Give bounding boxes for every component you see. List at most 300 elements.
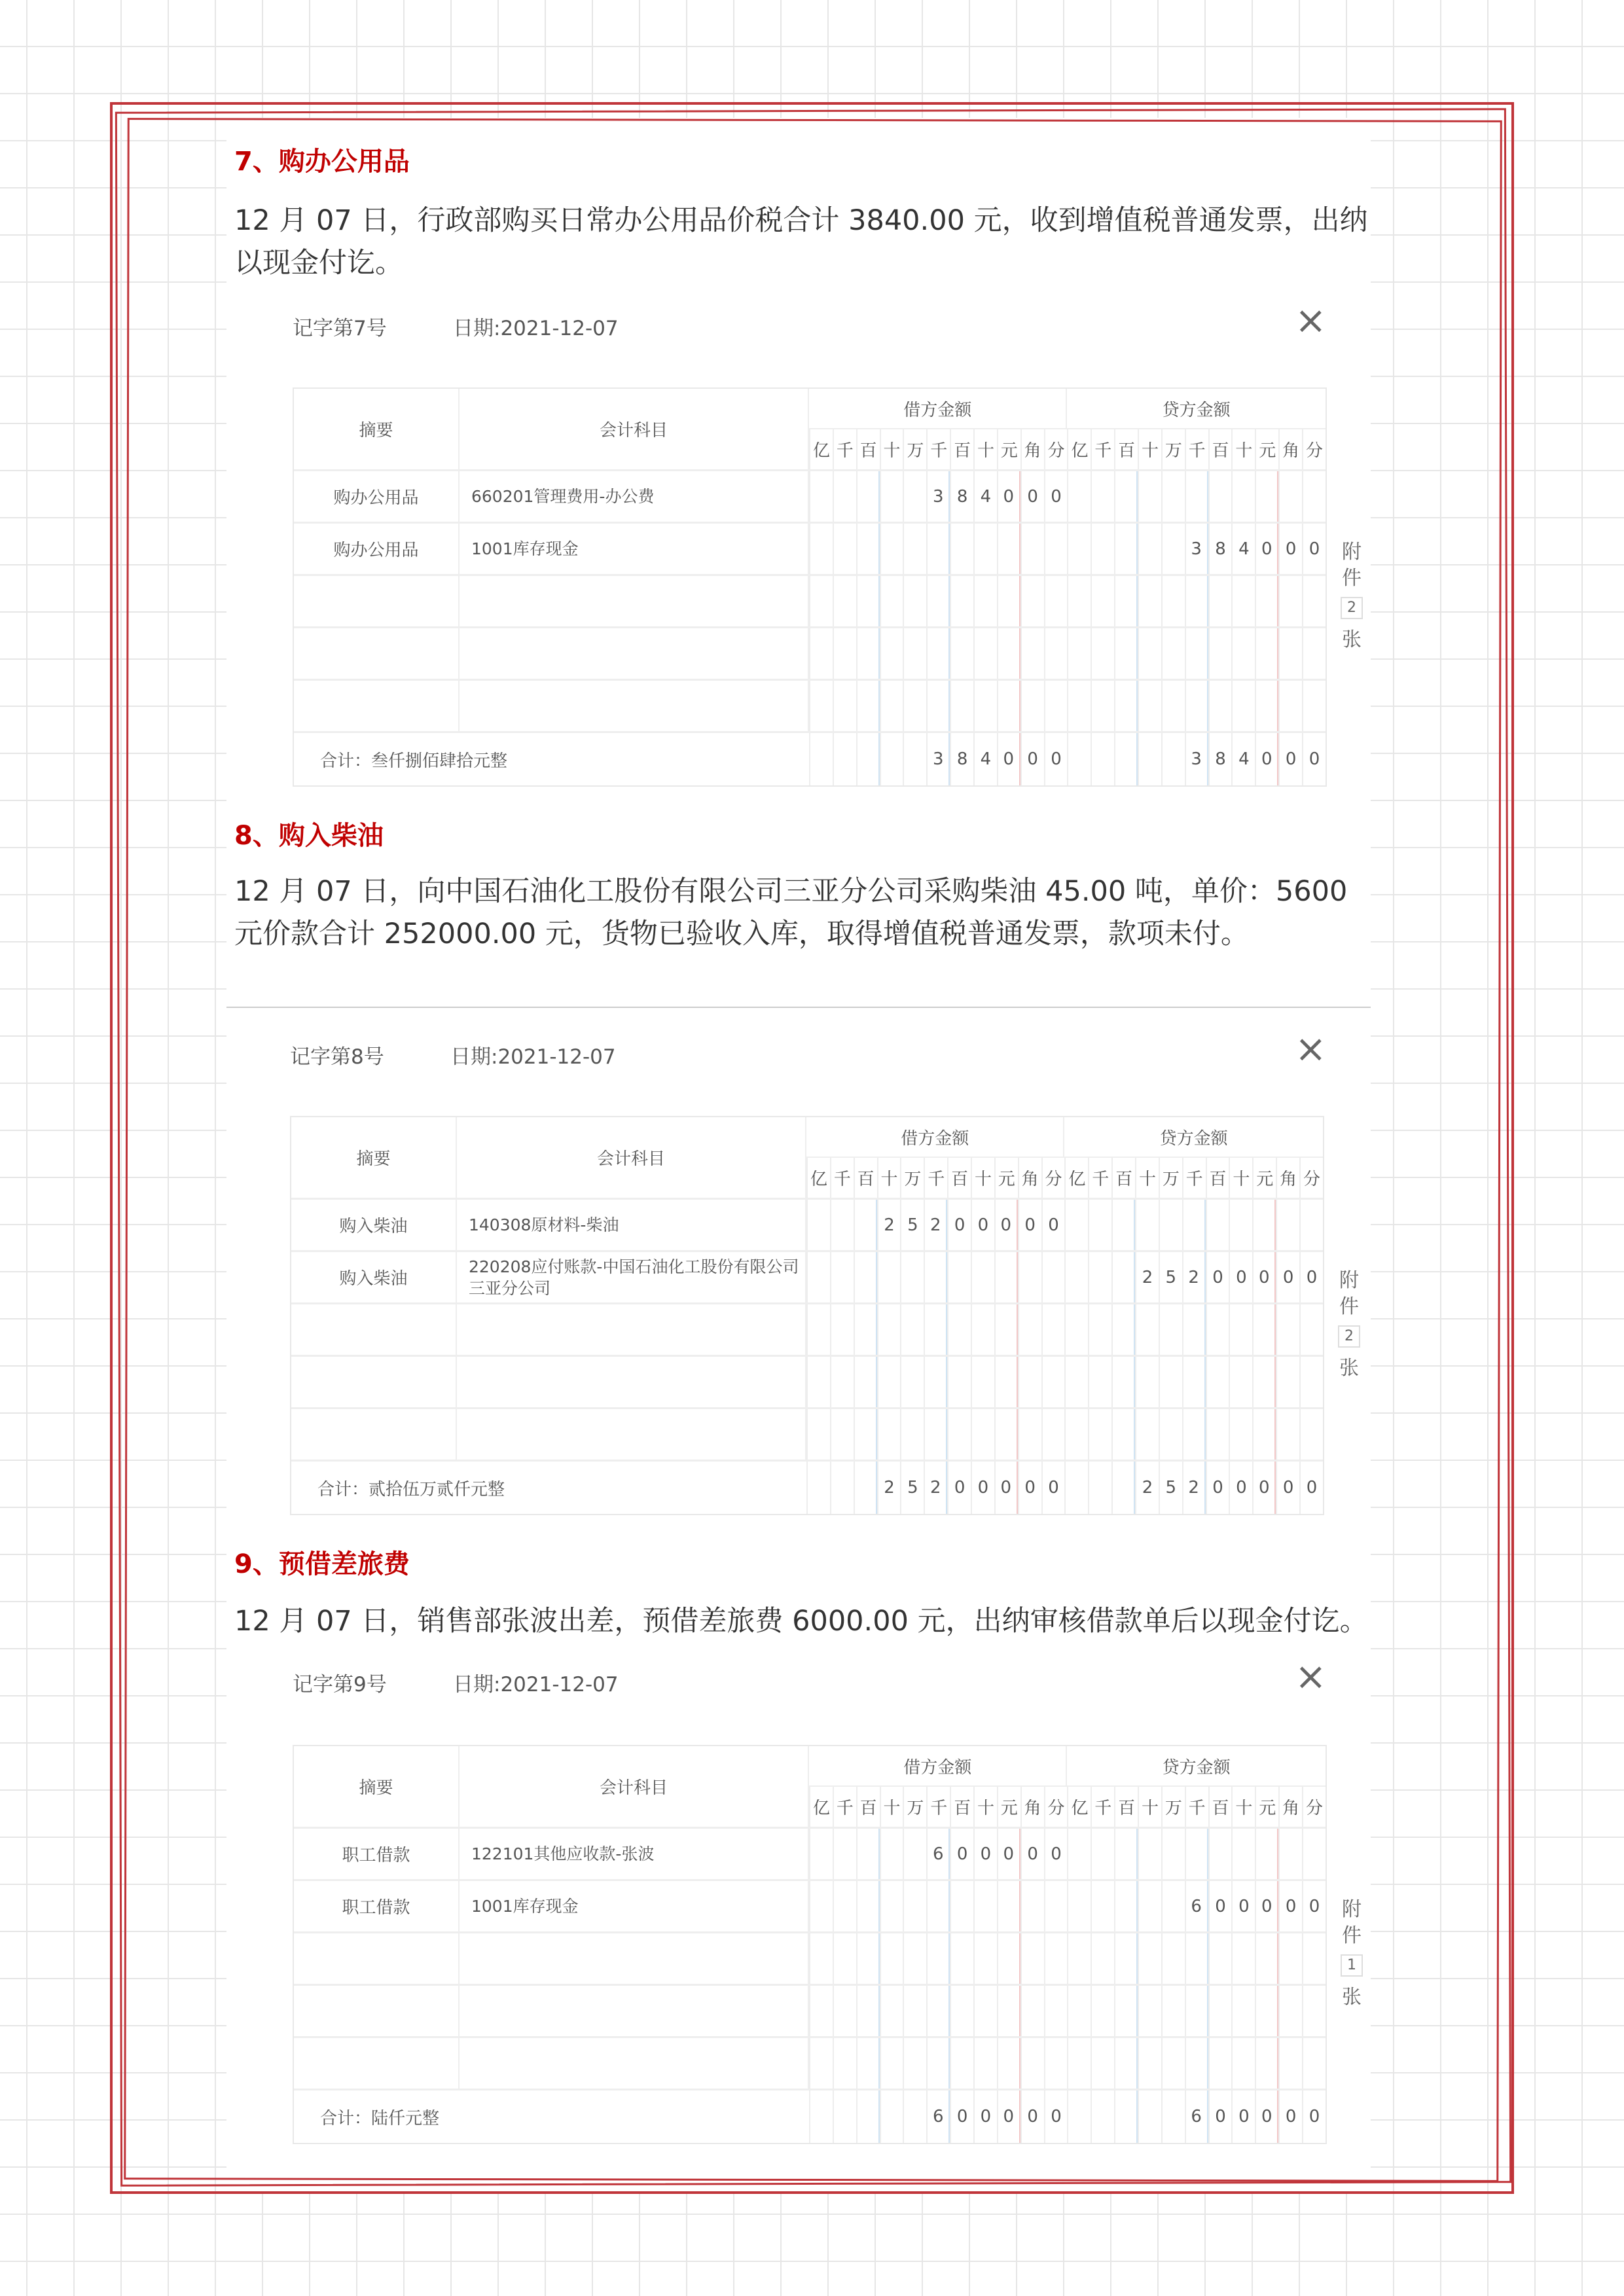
digit-cell: [950, 524, 973, 574]
digit-cell: [856, 576, 880, 626]
digit-cell: [856, 628, 880, 679]
digit-cell: 0: [1206, 1252, 1229, 1302]
digit-cell: [1114, 2090, 1138, 2143]
digit-cell: [856, 1986, 880, 2036]
digit-cell: [1208, 1986, 1232, 2036]
digit-cell: [926, 2038, 950, 2089]
digit-cell: 4: [1231, 524, 1255, 574]
digit-cell: [809, 681, 833, 731]
digit-cell: 0: [1276, 1252, 1299, 1302]
attachment-label: 张: [1339, 1357, 1359, 1380]
digit-cell: [1255, 576, 1278, 626]
summary-cell: [294, 1986, 460, 2036]
digit-cell: [997, 628, 1020, 679]
unit-label: 分: [1044, 429, 1068, 469]
attachment-label: 附: [1342, 1898, 1362, 1921]
digit-cell: [1041, 1409, 1065, 1460]
total-row: [294, 2090, 1326, 2143]
digit-cell: 0: [1276, 1462, 1299, 1514]
unit-label: 百: [950, 1787, 973, 1827]
digit-cell: [880, 2090, 903, 2143]
digit-cell: [1067, 681, 1091, 731]
digit-cell: 0: [1020, 2090, 1044, 2143]
digit-cell: [1091, 471, 1114, 522]
digit-cell: [1091, 2090, 1114, 2143]
summary-cell: 购办公用品: [294, 471, 460, 522]
digit-cell: [1044, 628, 1068, 679]
table-row: [291, 1304, 1323, 1357]
digit-cell: [1161, 2038, 1185, 2089]
digit-cell: [833, 2090, 856, 2143]
digit-cell: [1044, 2038, 1068, 2089]
digit-cell: 0: [1044, 733, 1068, 785]
digit-cell: [1114, 1881, 1138, 1931]
digit-cell: 5: [900, 1200, 924, 1250]
attachment-label: 件: [1342, 567, 1362, 590]
table-row: [291, 1200, 1323, 1252]
digit-cell: [903, 681, 926, 731]
digit-cell: [880, 1881, 903, 1931]
digit-cell: [1299, 1357, 1323, 1407]
unit-label: 十: [973, 429, 997, 469]
close-icon[interactable]: ×: [1295, 1654, 1327, 1698]
digit-cell: [854, 1462, 877, 1514]
unit-label: 角: [1278, 1787, 1302, 1827]
digit-cell: [830, 1200, 854, 1250]
digit-cell: [806, 1200, 830, 1250]
digit-cell: [1231, 628, 1255, 679]
table-header: [291, 1117, 1323, 1200]
digit-cell: [1088, 1252, 1111, 1302]
digit-cell: [1135, 1357, 1159, 1407]
digit-cell: [900, 1357, 924, 1407]
digit-cell: [1229, 1409, 1252, 1460]
digit-cell: [1091, 1986, 1114, 2036]
close-icon[interactable]: ×: [1295, 1026, 1327, 1071]
digit-cell: 0: [997, 471, 1020, 522]
digit-cell: [1208, 2038, 1232, 2089]
digit-cell: [950, 681, 973, 731]
digit-cell: [1020, 524, 1044, 574]
account-cell: [457, 1357, 806, 1407]
digit-cell: [1255, 628, 1278, 679]
table-row: [294, 576, 1326, 628]
digit-cell: [1161, 2090, 1185, 2143]
digit-cell: [1044, 681, 1068, 731]
digit-cell: 3: [926, 471, 950, 522]
digit-cell: [1299, 1304, 1323, 1355]
digit-cell: [1299, 1200, 1323, 1250]
summary-cell: [294, 1933, 460, 1984]
unit-label: 百: [854, 1158, 877, 1198]
digit-cell: [903, 1986, 926, 2036]
digit-cell: 5: [1159, 1252, 1182, 1302]
digit-cell: [1302, 628, 1326, 679]
table-row: [294, 2038, 1326, 2090]
digit-cell: 0: [971, 1200, 994, 1250]
close-icon[interactable]: ×: [1295, 298, 1327, 342]
unit-label: 亿: [809, 429, 833, 469]
digit-cell: [1138, 2090, 1161, 2143]
digit-cell: [926, 1881, 950, 1931]
digit-cell: [903, 2038, 926, 2089]
digit-cell: [903, 471, 926, 522]
digit-cell: [1185, 2038, 1208, 2089]
digit-cell: [1276, 1357, 1299, 1407]
digit-cell: [1111, 1462, 1135, 1514]
digit-cell: [854, 1409, 877, 1460]
digit-cell: [1278, 2038, 1302, 2089]
digit-cell: [833, 576, 856, 626]
digit-cell: [1299, 1409, 1323, 1460]
digit-cell: [973, 1933, 997, 1984]
digit-cell: [1231, 2038, 1255, 2089]
digit-cell: [1185, 576, 1208, 626]
digit-cell: 0: [1044, 471, 1068, 522]
digit-cell: 8: [1208, 733, 1232, 785]
header-account: 会计科目: [460, 389, 809, 469]
unit-label: 十: [880, 1787, 903, 1827]
section-description: 12 月 07 日，销售部张波出差，预借差旅费 6000.00 元，出纳审核借款单后以现金付讫。: [234, 1605, 1368, 1638]
digit-cell: [1067, 733, 1091, 785]
summary-cell: [294, 681, 460, 731]
table-row: [294, 524, 1326, 576]
unit-label: 元: [1252, 1158, 1276, 1198]
divider: [226, 1007, 1371, 1008]
digit-cell: [856, 1933, 880, 1984]
digit-cell: [877, 1409, 901, 1460]
unit-label: 角: [1020, 429, 1044, 469]
digit-cell: [1159, 1304, 1182, 1355]
unit-label: 百: [947, 1158, 971, 1198]
digit-cell: [854, 1357, 877, 1407]
digit-cell: 0: [1302, 2090, 1326, 2143]
digit-cell: 8: [950, 733, 973, 785]
table-row: [294, 471, 1326, 524]
digit-cell: [1111, 1304, 1135, 1355]
digit-cell: [809, 2038, 833, 2089]
digit-cell: [1114, 733, 1138, 785]
digit-cell: 0: [1018, 1462, 1041, 1514]
header-summary: 摘要: [294, 389, 460, 469]
attachment-label: 附: [1339, 1269, 1359, 1292]
digit-cell: [1088, 1409, 1111, 1460]
header-account: 会计科目: [460, 1746, 809, 1827]
unit-label: 元: [1255, 429, 1278, 469]
digit-cell: 0: [1041, 1200, 1065, 1250]
digit-cell: 2: [924, 1200, 947, 1250]
digit-cell: [1159, 1357, 1182, 1407]
digit-cell: 3: [926, 733, 950, 785]
digit-cell: [1138, 471, 1161, 522]
digit-cell: [1252, 1357, 1276, 1407]
digit-cell: 2: [1182, 1252, 1206, 1302]
digit-cell: [806, 1409, 830, 1460]
digit-cell: [856, 2090, 880, 2143]
digit-cell: [1302, 1933, 1326, 1984]
digit-cell: [1111, 1200, 1135, 1250]
summary-cell: 购办公用品: [294, 524, 460, 574]
account-cell: 122101其他应收款-张波: [460, 1829, 809, 1879]
digit-cell: [880, 1933, 903, 1984]
digit-cell: 0: [1255, 2090, 1278, 2143]
digit-cell: [1138, 733, 1161, 785]
digit-cell: [1185, 1933, 1208, 1984]
unit-label: 千: [830, 1158, 854, 1198]
digit-cell: [1064, 1200, 1088, 1250]
digit-cell: [1114, 1933, 1138, 1984]
digit-cell: 0: [1020, 1829, 1044, 1879]
digit-cell: 2: [1135, 1462, 1159, 1514]
attachment-count-input[interactable]: 2: [1338, 1325, 1360, 1348]
digit-cell: [1064, 1304, 1088, 1355]
digit-cell: [1206, 1304, 1229, 1355]
unit-label: 千: [1182, 1158, 1206, 1198]
digit-cell: [1018, 1357, 1041, 1407]
digit-cell: [900, 1252, 924, 1302]
digit-cell: [880, 1829, 903, 1879]
digit-cell: [1044, 1986, 1068, 2036]
header-credit: 贷方金额: [1064, 1117, 1322, 1158]
table-header: [294, 1746, 1326, 1829]
unit-label: 十: [1138, 429, 1161, 469]
digit-cell: 0: [1206, 1462, 1229, 1514]
digit-cell: [994, 1304, 1018, 1355]
header-summary: 摘要: [291, 1117, 457, 1198]
voucher-date: 日期:2021-12-07: [453, 317, 619, 340]
digit-cell: [809, 1881, 833, 1931]
digit-cell: [1302, 471, 1326, 522]
digit-cell: [856, 524, 880, 574]
digit-cell: 0: [950, 1829, 973, 1879]
account-cell: 1001库存现金: [460, 524, 809, 574]
digit-cell: 0: [973, 2090, 997, 2143]
digit-cell: [1278, 681, 1302, 731]
unit-label: 千: [926, 429, 950, 469]
voucher-table: [293, 387, 1327, 787]
digit-cell: [1091, 524, 1114, 574]
digit-cell: [1231, 1933, 1255, 1984]
digit-cell: [877, 1304, 901, 1355]
digit-cell: [1067, 1881, 1091, 1931]
digit-cell: [1091, 733, 1114, 785]
digit-cell: 0: [1020, 471, 1044, 522]
digit-cell: 0: [971, 1462, 994, 1514]
digit-cell: 0: [947, 1462, 971, 1514]
digit-cell: 0: [1229, 1462, 1252, 1514]
digit-cell: [833, 1881, 856, 1931]
unit-label: 元: [1255, 1787, 1278, 1827]
unit-label: 百: [1208, 1787, 1232, 1827]
digit-cell: [1185, 681, 1208, 731]
digit-cell: 6: [1185, 2090, 1208, 2143]
digit-cell: 0: [950, 2090, 973, 2143]
digit-cell: [1252, 1200, 1276, 1250]
unit-label: 百: [856, 429, 880, 469]
digit-cell: [1041, 1252, 1065, 1302]
header-credit: 贷方金额: [1067, 1746, 1325, 1787]
unit-label: 千: [924, 1158, 947, 1198]
digit-cell: [997, 681, 1020, 731]
total-label: 合计：贰拾伍万贰仟元整: [317, 1479, 505, 1499]
digit-cell: [1161, 576, 1185, 626]
total-row: [291, 1462, 1323, 1514]
digit-cell: [950, 1986, 973, 2036]
digit-cell: [1111, 1252, 1135, 1302]
attachment-count-input[interactable]: 2: [1341, 597, 1363, 619]
digit-cell: [880, 576, 903, 626]
section-description: 12 月 07 日，行政部购买日常办公用品价税合计 3840.00 元，收到增值税普通发票，出纳以现金付讫。: [234, 204, 1368, 279]
digit-cell: [1276, 1409, 1299, 1460]
account-cell: [460, 1933, 809, 1984]
digit-cell: [926, 1933, 950, 1984]
digit-cell: [900, 1304, 924, 1355]
table-row: [294, 681, 1326, 733]
table-row: [294, 1933, 1326, 1986]
digit-cell: [950, 576, 973, 626]
digit-cell: 0: [1278, 2090, 1302, 2143]
digit-cell: [1067, 2038, 1091, 2089]
digit-cell: [1208, 628, 1232, 679]
digit-cell: [947, 1252, 971, 1302]
digit-cell: [1231, 681, 1255, 731]
attachment-label: 张: [1342, 1986, 1362, 2009]
section-heading: 9、预借差旅费: [234, 1549, 410, 1579]
digit-cell: [1161, 628, 1185, 679]
unit-label: 十: [1231, 429, 1255, 469]
digit-cell: 0: [1208, 2090, 1232, 2143]
digit-cell: [1114, 628, 1138, 679]
unit-label: 十: [971, 1158, 994, 1198]
digit-cell: [926, 628, 950, 679]
digit-cell: [1231, 1829, 1255, 1879]
digit-cell: [1020, 628, 1044, 679]
digit-cell: 2: [877, 1200, 901, 1250]
digit-cell: [1255, 681, 1278, 731]
digit-cell: [997, 1933, 1020, 1984]
digit-cell: [1182, 1357, 1206, 1407]
digit-cell: [1091, 628, 1114, 679]
digit-cell: [1044, 1933, 1068, 1984]
digit-cell: [994, 1409, 1018, 1460]
digit-cell: [1252, 1409, 1276, 1460]
digit-cell: [1302, 681, 1326, 731]
unit-label: 元: [997, 1787, 1020, 1827]
digit-cell: 0: [1231, 2090, 1255, 2143]
digit-cell: [809, 524, 833, 574]
summary-cell: 职工借款: [294, 1881, 460, 1931]
digit-cell: [1067, 1986, 1091, 2036]
account-cell: [460, 576, 809, 626]
digit-cell: [971, 1304, 994, 1355]
digit-cell: [1088, 1200, 1111, 1250]
account-cell: [460, 681, 809, 731]
digit-cell: [856, 733, 880, 785]
digit-cell: 2: [1182, 1462, 1206, 1514]
digit-cell: [1064, 1357, 1088, 1407]
digit-cell: 0: [1255, 1881, 1278, 1931]
digit-cell: [830, 1462, 854, 1514]
digit-cell: [1255, 1933, 1278, 1984]
digit-cell: [903, 628, 926, 679]
header-summary: 摘要: [294, 1746, 460, 1827]
digit-cell: [903, 524, 926, 574]
voucher-table: [293, 1745, 1327, 2144]
digit-cell: [1044, 524, 1068, 574]
digit-cell: [1208, 1829, 1232, 1879]
digit-cell: [1278, 1986, 1302, 2036]
digit-cell: [1278, 576, 1302, 626]
summary-cell: [294, 2038, 460, 2089]
digit-cell: [830, 1409, 854, 1460]
digit-cell: 4: [1231, 733, 1255, 785]
digit-cell: [1161, 1986, 1185, 2036]
digit-cell: [1018, 1409, 1041, 1460]
unit-label: 亿: [1067, 1787, 1091, 1827]
digit-cell: [1229, 1304, 1252, 1355]
header-debit: 借方金额: [809, 389, 1067, 429]
digit-cell: [1138, 576, 1161, 626]
digit-cell: [1302, 2038, 1326, 2089]
digit-cell: [1159, 1200, 1182, 1250]
unit-label: 千: [833, 429, 856, 469]
account-cell: [457, 1304, 806, 1355]
account-cell: 220208应付账款-中国石油化工股份有限公司三亚分公司: [457, 1252, 806, 1302]
digit-cell: [806, 1357, 830, 1407]
attachment-label: 张: [1342, 628, 1362, 651]
digit-cell: [1276, 1200, 1299, 1250]
total-label: 合计：陆仟元整: [320, 2108, 440, 2128]
unit-label: 分: [1302, 429, 1326, 469]
summary-cell: [291, 1304, 457, 1355]
digit-cell: [1088, 1304, 1111, 1355]
unit-label: 十: [1231, 1787, 1255, 1827]
account-cell: 140308原材料-柴油: [457, 1200, 806, 1250]
unit-label: 角: [1018, 1158, 1041, 1198]
digit-cell: [1135, 1409, 1159, 1460]
table-row: [294, 1986, 1326, 2038]
unit-label: 元: [997, 429, 1020, 469]
digit-cell: [833, 681, 856, 731]
unit-label: 万: [1161, 429, 1185, 469]
digit-cell: [1185, 471, 1208, 522]
digit-cell: [947, 1357, 971, 1407]
digit-cell: [997, 2038, 1020, 2089]
unit-label: 分: [1044, 1787, 1068, 1827]
header-debit: 借方金额: [806, 1117, 1064, 1158]
digit-cell: [854, 1304, 877, 1355]
digit-cell: [1091, 1933, 1114, 1984]
digit-cell: [1182, 1304, 1206, 1355]
digit-cell: [833, 1986, 856, 2036]
summary-cell: [294, 576, 460, 626]
digit-cell: [903, 1933, 926, 1984]
unit-label: 万: [1161, 1787, 1185, 1827]
digit-cell: [877, 1252, 901, 1302]
digit-cell: [947, 1304, 971, 1355]
digit-cell: [1208, 576, 1232, 626]
attachment-label: 附: [1342, 541, 1362, 564]
total-label: 合计：叁仟捌佰肆拾元整: [320, 751, 508, 771]
unit-label: 千: [1185, 429, 1208, 469]
unit-label: 亿: [1064, 1158, 1088, 1198]
digit-cell: [1067, 576, 1091, 626]
attachment-count-input[interactable]: 1: [1341, 1954, 1363, 1977]
digit-cell: 0: [1302, 524, 1326, 574]
digit-cell: [1231, 576, 1255, 626]
table-row: [294, 1881, 1326, 1933]
digit-cell: 0: [1278, 1881, 1302, 1931]
